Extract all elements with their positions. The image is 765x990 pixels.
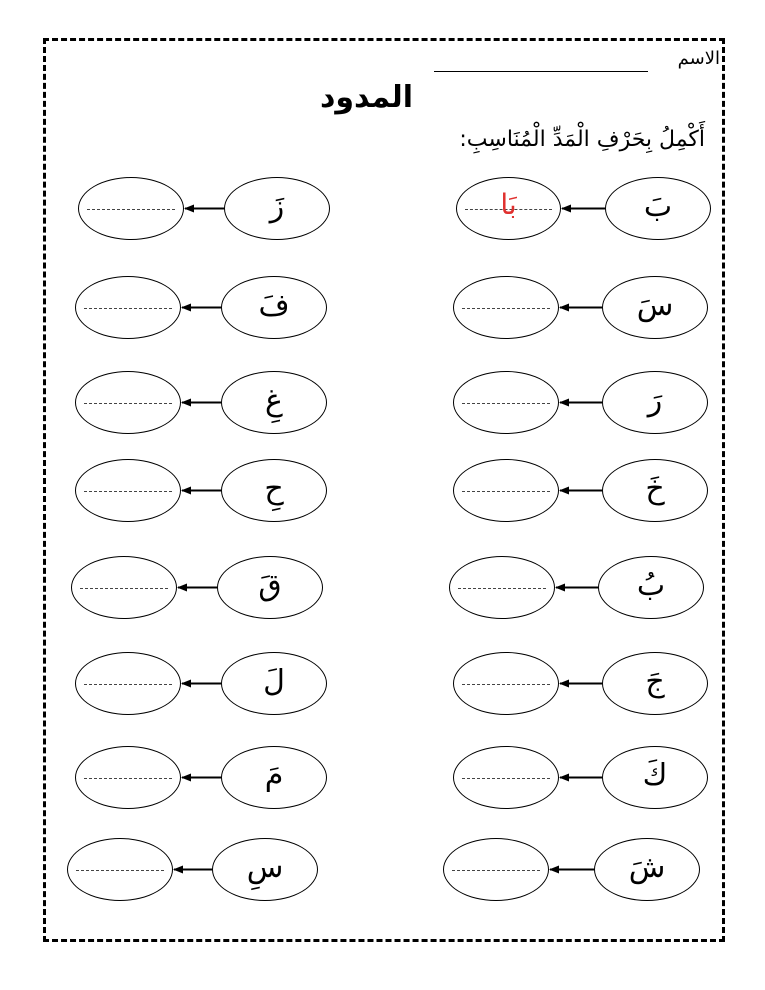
left-answer-oval[interactable] (67, 838, 173, 901)
right-letter-oval (602, 746, 708, 809)
letter-text: مَ (264, 758, 284, 793)
letter-text: شَ (628, 850, 666, 885)
letter-text: بَ (643, 189, 673, 224)
left-answer-oval[interactable] (78, 177, 184, 240)
answer-blank-line (462, 778, 549, 779)
left-letter-oval (221, 652, 327, 715)
right-letter-oval (602, 652, 708, 715)
answer-blank-line (76, 870, 163, 871)
instruction-text: أَكْمِلُ بِحَرْفِ الْمَدِّ الْمُنَاسِبِ: (459, 127, 705, 152)
answer-blank-line (84, 778, 171, 779)
answer-blank-line (84, 308, 171, 309)
left-letter-oval (221, 746, 327, 809)
letter-text: سَ (636, 288, 674, 323)
right-letter-oval (602, 459, 708, 522)
left-answer-oval[interactable] (75, 652, 181, 715)
left-letter-oval (212, 838, 318, 901)
right-letter-oval (594, 838, 700, 901)
left-letter-oval (221, 371, 327, 434)
letter-text: كَ (642, 758, 668, 793)
left-letter-oval (217, 556, 323, 619)
letter-text: رَ (647, 383, 663, 418)
right-answer-oval[interactable] (456, 177, 561, 240)
right-letter-oval (602, 276, 708, 339)
letter-text: جَ (645, 664, 665, 699)
answer-blank-line (462, 308, 549, 309)
right-letter-oval (598, 556, 704, 619)
right-answer-oval[interactable] (453, 276, 559, 339)
letter-text: زَ (269, 189, 285, 224)
letter-text: لَ (263, 664, 285, 699)
left-answer-oval[interactable] (75, 276, 181, 339)
answer-blank-line (84, 684, 171, 685)
left-letter-oval (221, 276, 327, 339)
answer-blank-line (87, 209, 174, 210)
right-answer-oval[interactable] (453, 459, 559, 522)
letter-text: فَ (258, 288, 290, 323)
page-title: المدود (319, 80, 413, 115)
left-letter-oval (224, 177, 330, 240)
name-label: الاسم (677, 48, 720, 69)
right-answer-oval[interactable] (449, 556, 555, 619)
right-answer-oval[interactable] (453, 371, 559, 434)
right-answer-oval[interactable] (443, 838, 549, 901)
left-letter-oval (221, 459, 327, 522)
answer-blank-line (84, 403, 171, 404)
answer-blank-line (462, 491, 549, 492)
right-answer-oval[interactable] (453, 746, 559, 809)
left-answer-oval[interactable] (75, 746, 181, 809)
answer-blank-line (84, 491, 171, 492)
answer-blank-line (458, 588, 545, 589)
letter-text: قَ (258, 568, 282, 603)
right-letter-oval (605, 177, 711, 240)
answer-blank-line (462, 684, 549, 685)
letter-text: بُ (636, 568, 666, 603)
letter-text: خَ (645, 471, 665, 506)
answer-text: بَا (500, 188, 517, 221)
answer-blank-line (452, 870, 539, 871)
left-answer-oval[interactable] (75, 459, 181, 522)
right-answer-oval[interactable] (453, 652, 559, 715)
letter-text: حِ (264, 471, 284, 506)
answer-blank-line (462, 403, 549, 404)
right-letter-oval (602, 371, 708, 434)
left-answer-oval[interactable] (75, 371, 181, 434)
answer-blank-line (80, 588, 167, 589)
letter-text: سِ (246, 850, 284, 885)
letter-text: غِ (265, 383, 283, 418)
left-answer-oval[interactable] (71, 556, 177, 619)
